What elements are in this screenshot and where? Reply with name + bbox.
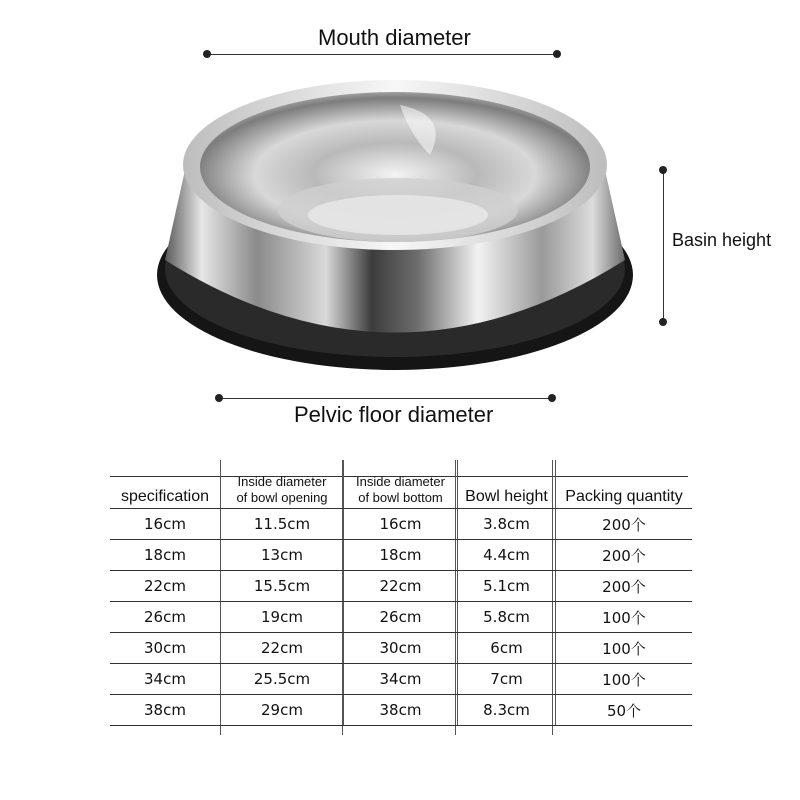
cell-height: 6cm bbox=[458, 633, 556, 664]
cell-spec: 26cm bbox=[110, 602, 221, 633]
header-bottom-line1: Inside diameter bbox=[356, 474, 445, 489]
table-row bbox=[110, 602, 692, 633]
cell-spec: 38cm bbox=[110, 695, 221, 726]
cell-spec: 18cm bbox=[110, 540, 221, 571]
cell-bottom: 22cm bbox=[344, 571, 458, 602]
table-row bbox=[110, 695, 692, 726]
cell-bottom: 30cm bbox=[344, 633, 458, 664]
mouth-diameter-line bbox=[208, 54, 558, 55]
pelvic-floor-line bbox=[220, 398, 553, 399]
cell-bottom: 34cm bbox=[344, 664, 458, 695]
cell-opening: 29cm bbox=[221, 695, 344, 726]
cell-packing: 100个 bbox=[556, 664, 693, 695]
header-specification: specification bbox=[110, 460, 221, 509]
cell-opening: 19cm bbox=[221, 602, 344, 633]
cell-opening: 13cm bbox=[221, 540, 344, 571]
pelvic-floor-left-dot bbox=[215, 394, 223, 402]
mouth-diameter-label: Mouth diameter bbox=[318, 25, 471, 50]
header-bottom-line2: of bowl bottom bbox=[358, 490, 443, 505]
header-opening-line2: of bowl opening bbox=[236, 490, 328, 505]
cell-spec: 16cm bbox=[110, 509, 221, 540]
table-row bbox=[110, 633, 692, 664]
basin-height-label: Basin height bbox=[672, 230, 772, 250]
header-bowl-height: Bowl height bbox=[458, 460, 556, 509]
cell-packing: 200个 bbox=[556, 540, 693, 571]
header-bottom-diameter bbox=[344, 460, 458, 509]
cell-packing: 200个 bbox=[556, 509, 693, 540]
cell-packing: 100个 bbox=[556, 602, 693, 633]
cell-spec: 30cm bbox=[110, 633, 221, 664]
cell-spec: 34cm bbox=[110, 664, 221, 695]
basin-height-top-dot bbox=[659, 166, 667, 174]
cell-height: 5.1cm bbox=[458, 571, 556, 602]
cell-opening: 15.5cm bbox=[221, 571, 344, 602]
cell-bottom: 26cm bbox=[344, 602, 458, 633]
cell-bottom: 38cm bbox=[344, 695, 458, 726]
cell-opening: 11.5cm bbox=[221, 509, 344, 540]
table-row bbox=[110, 540, 692, 571]
cell-packing: 100个 bbox=[556, 633, 693, 664]
cell-bottom: 16cm bbox=[344, 509, 458, 540]
header-opening-line1: Inside diameter bbox=[237, 474, 327, 489]
stainless-bowl-image bbox=[150, 75, 640, 375]
cell-opening: 22cm bbox=[221, 633, 344, 664]
cell-height: 7cm bbox=[458, 664, 556, 695]
cell-spec: 22cm bbox=[110, 571, 221, 602]
cell-opening: 25.5cm bbox=[221, 664, 344, 695]
table-row bbox=[110, 509, 692, 540]
table-row bbox=[110, 571, 692, 602]
header-packing-quantity: Packing quantity bbox=[556, 460, 693, 509]
mouth-diameter-left-dot bbox=[203, 50, 211, 58]
cell-height: 4.4cm bbox=[458, 540, 556, 571]
cell-bottom: 18cm bbox=[344, 540, 458, 571]
table-row bbox=[110, 664, 692, 695]
cell-height: 5.8cm bbox=[458, 602, 556, 633]
basin-height-line bbox=[663, 172, 664, 322]
basin-height-bottom-dot bbox=[659, 318, 667, 326]
cell-packing: 200个 bbox=[556, 571, 693, 602]
cell-height: 3.8cm bbox=[458, 509, 556, 540]
cell-packing: 50个 bbox=[556, 695, 693, 726]
table-header-row bbox=[110, 460, 692, 509]
header-opening-diameter bbox=[221, 460, 344, 509]
pelvic-floor-right-dot bbox=[548, 394, 556, 402]
specification-table bbox=[110, 460, 692, 726]
pelvic-floor-label: Pelvic floor diameter bbox=[294, 402, 494, 427]
cell-height: 8.3cm bbox=[458, 695, 556, 726]
mouth-diameter-right-dot bbox=[553, 50, 561, 58]
